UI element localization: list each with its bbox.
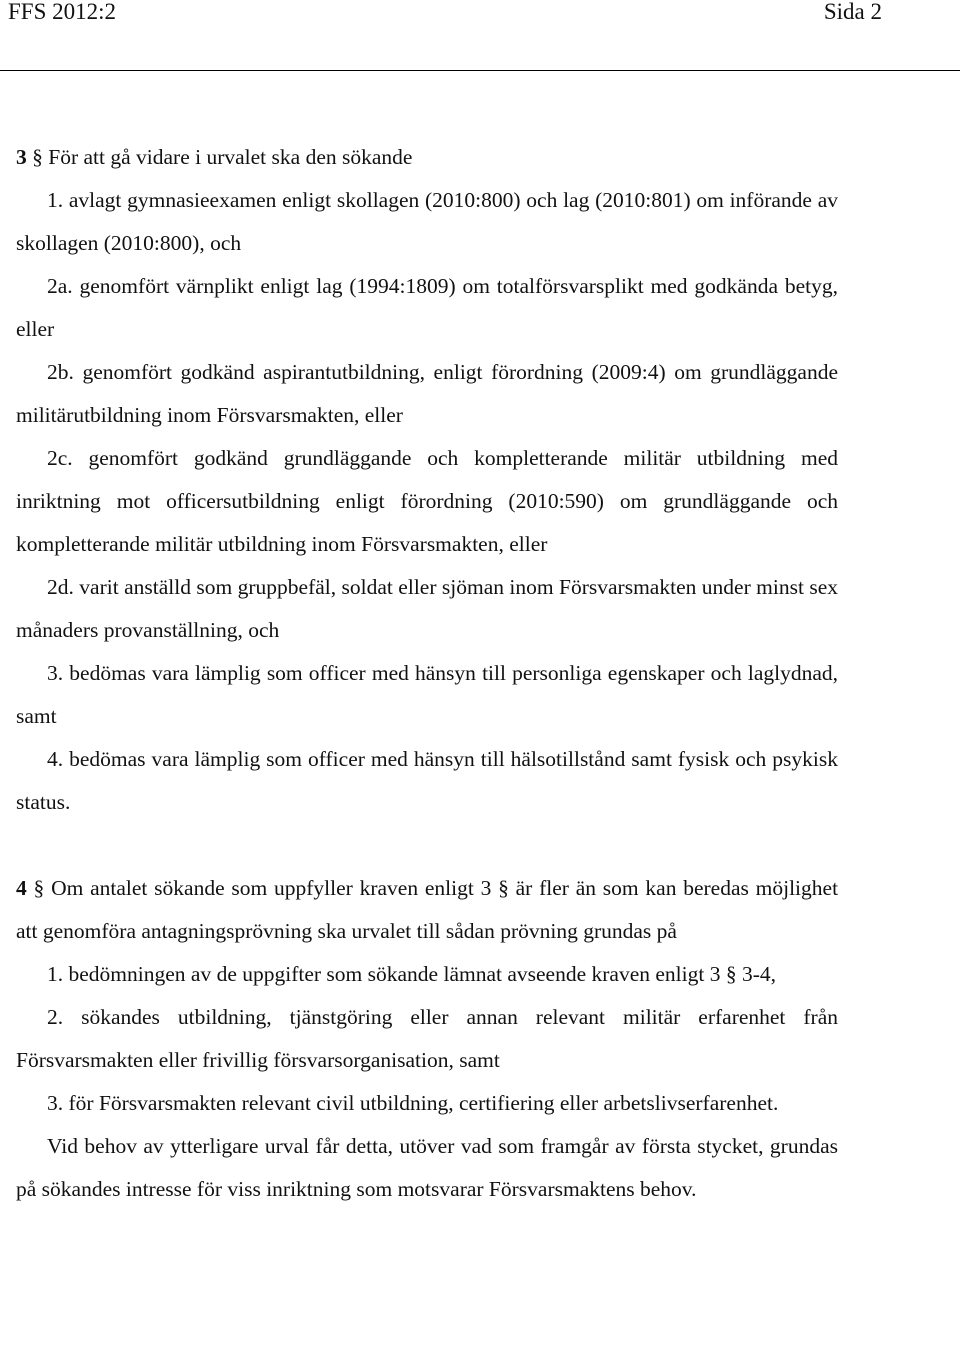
list-item: 2. sökandes utbildning, tjänstgöring eller annan relevant militär erfarenhet från Försvarsmakten eller frivillig försvarsorganisation, samt xyxy=(16,1005,838,1072)
closing-paragraph: Vid behov av ytterligare urval får detta, utöver vad som framgår av första stycket, grundas på sökandes intresse för viss inriktning som motsvarar Försvarsmaktens behov. xyxy=(16,1134,838,1201)
section-spacer xyxy=(16,824,838,867)
section-intro-text-continued: är fler än som kan beredas möjlighet att genomföra antagningsprövning ska urvalet till sådan prövning grundas på xyxy=(16,876,839,943)
section-number: 3 xyxy=(16,145,27,169)
list-item: 3. för Försvarsmakten relevant civil utbildning, certifiering eller arbetslivserfarenhet. xyxy=(47,1091,779,1115)
section-4-intro xyxy=(16,867,838,953)
list-item: 1. avlagt gymnasieexamen enligt skollagen (2010:800) och lag (2010:801) om införande av skollagen (2010:800), och xyxy=(16,188,838,255)
list-item: 2d. varit anställd som gruppbefäl, soldat eller sjöman inom Försvarsmakten under minst sex månaders provanställning, och xyxy=(16,575,838,642)
section-symbol: § xyxy=(33,876,45,900)
document-number: FFS 2012:2 xyxy=(8,0,117,24)
list-item: 2a. genomfört värnplikt enligt lag (1994:1809) om totalförsvarsplikt med godkända betyg, eller xyxy=(16,274,838,341)
section-intro-text: För att gå vidare i urvalet ska den sökande xyxy=(48,145,413,169)
section-number: 4 xyxy=(16,876,27,900)
list-item: 3. bedömas vara lämplig som officer med hänsyn till personliga egenskaper och laglydnad, samt xyxy=(16,661,838,728)
document-body xyxy=(16,136,838,1211)
page-number: Sida 2 xyxy=(823,0,882,24)
list-item: 4. bedömas vara lämplig som officer med hänsyn till hälsotillstånd samt fysisk och psykisk status. xyxy=(16,747,838,814)
list-item: 2b. genomfört godkänd aspirantutbildning, enligt förordning (2009:4) om grundläggande militärutbildning inom Försvarsmakten, eller xyxy=(16,360,838,427)
page-header xyxy=(0,0,960,71)
section-symbol: § xyxy=(32,145,43,169)
section-3-intro xyxy=(16,136,838,179)
section-intro-text: Om antalet sökande som uppfyller kraven enligt 3 xyxy=(51,876,492,900)
list-item: 2c. genomfört godkänd grundläggande och kompletterande militär utbildning med inriktning mot officersutbildning enligt förordning (2010:590) om grundläggande och kompletterande militär utbildning inom Försvarsmakten, eller xyxy=(16,446,838,556)
section-symbol: § xyxy=(498,876,509,900)
list-item: 1. bedömningen av de uppgifter som sökande lämnat avseende kraven enligt 3 § 3-4, xyxy=(47,962,777,986)
